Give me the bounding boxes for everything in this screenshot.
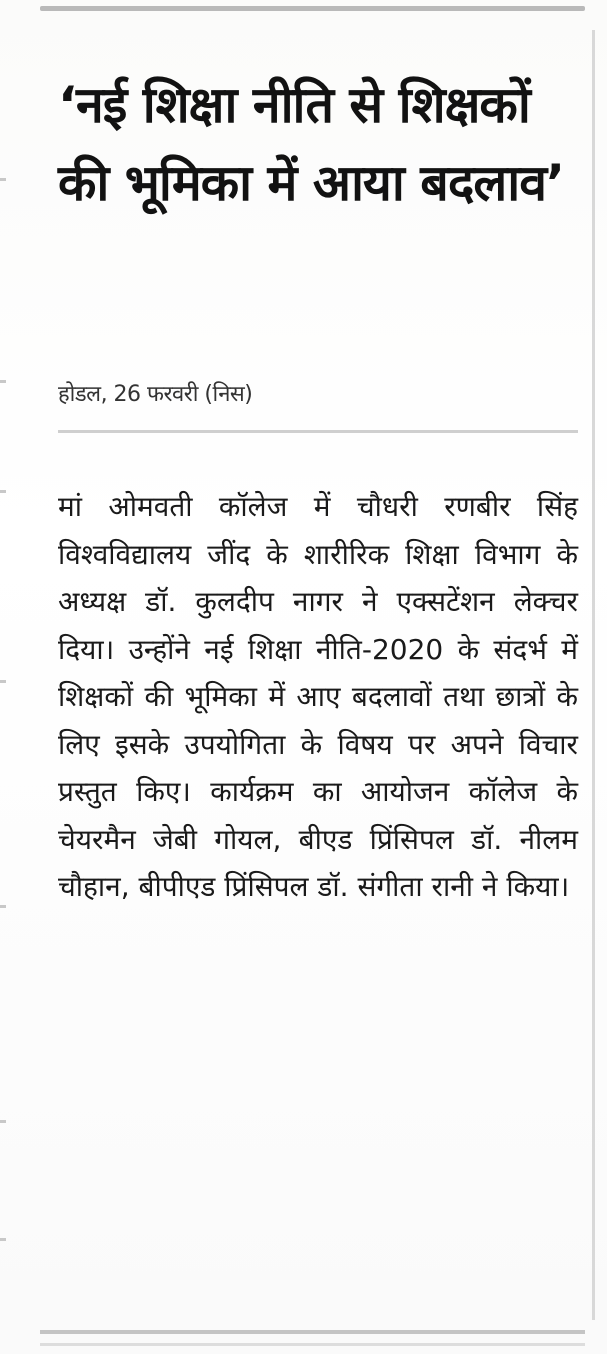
dateline-divider bbox=[58, 430, 578, 433]
margin-tick bbox=[0, 905, 6, 908]
bottom-column-rule-secondary bbox=[40, 1343, 585, 1346]
margin-tick bbox=[0, 380, 6, 383]
bottom-column-rule bbox=[40, 1330, 585, 1334]
right-column-rule bbox=[592, 30, 595, 1320]
margin-tick bbox=[0, 1238, 6, 1241]
margin-tick bbox=[0, 490, 6, 493]
article-headline: ‘नई शिक्षा नीति से शिक्षकों की भूमिका में आया बदलाव’ bbox=[58, 76, 565, 212]
margin-tick bbox=[0, 680, 6, 683]
margin-tick bbox=[0, 1120, 6, 1123]
margin-tick bbox=[0, 178, 6, 181]
article-dateline: होडल, 26 फरवरी (निस) bbox=[58, 382, 253, 407]
top-column-rule bbox=[40, 6, 585, 11]
article-body: मां ओमवती कॉलेज में चौधरी रणबीर सिंह विश्वविद्यालय जींद के शारीरिक शिक्षा विभाग के अध्यक्ष डॉ. कुलदीप नागर ने एक्सटेंशन लेक्चर दिया। उन्होंने नई शिक्षा नीति-2020 के संदर्भ में शिक्षकों की भूमिका में आए बदलावों तथा छात्रों के लिए इसके उपयोगिता के विषय पर अपने विचार प्रस्तुत किए। कार्यक्रम का आयोजन कॉलेज के चेयरमैन जेबी गोयल, बीएड प्रिंसिपल डॉ. नीलम चौहान, बीपीएड प्रिंसिपल डॉ. संगीता रानी ने किया। bbox=[58, 490, 578, 903]
